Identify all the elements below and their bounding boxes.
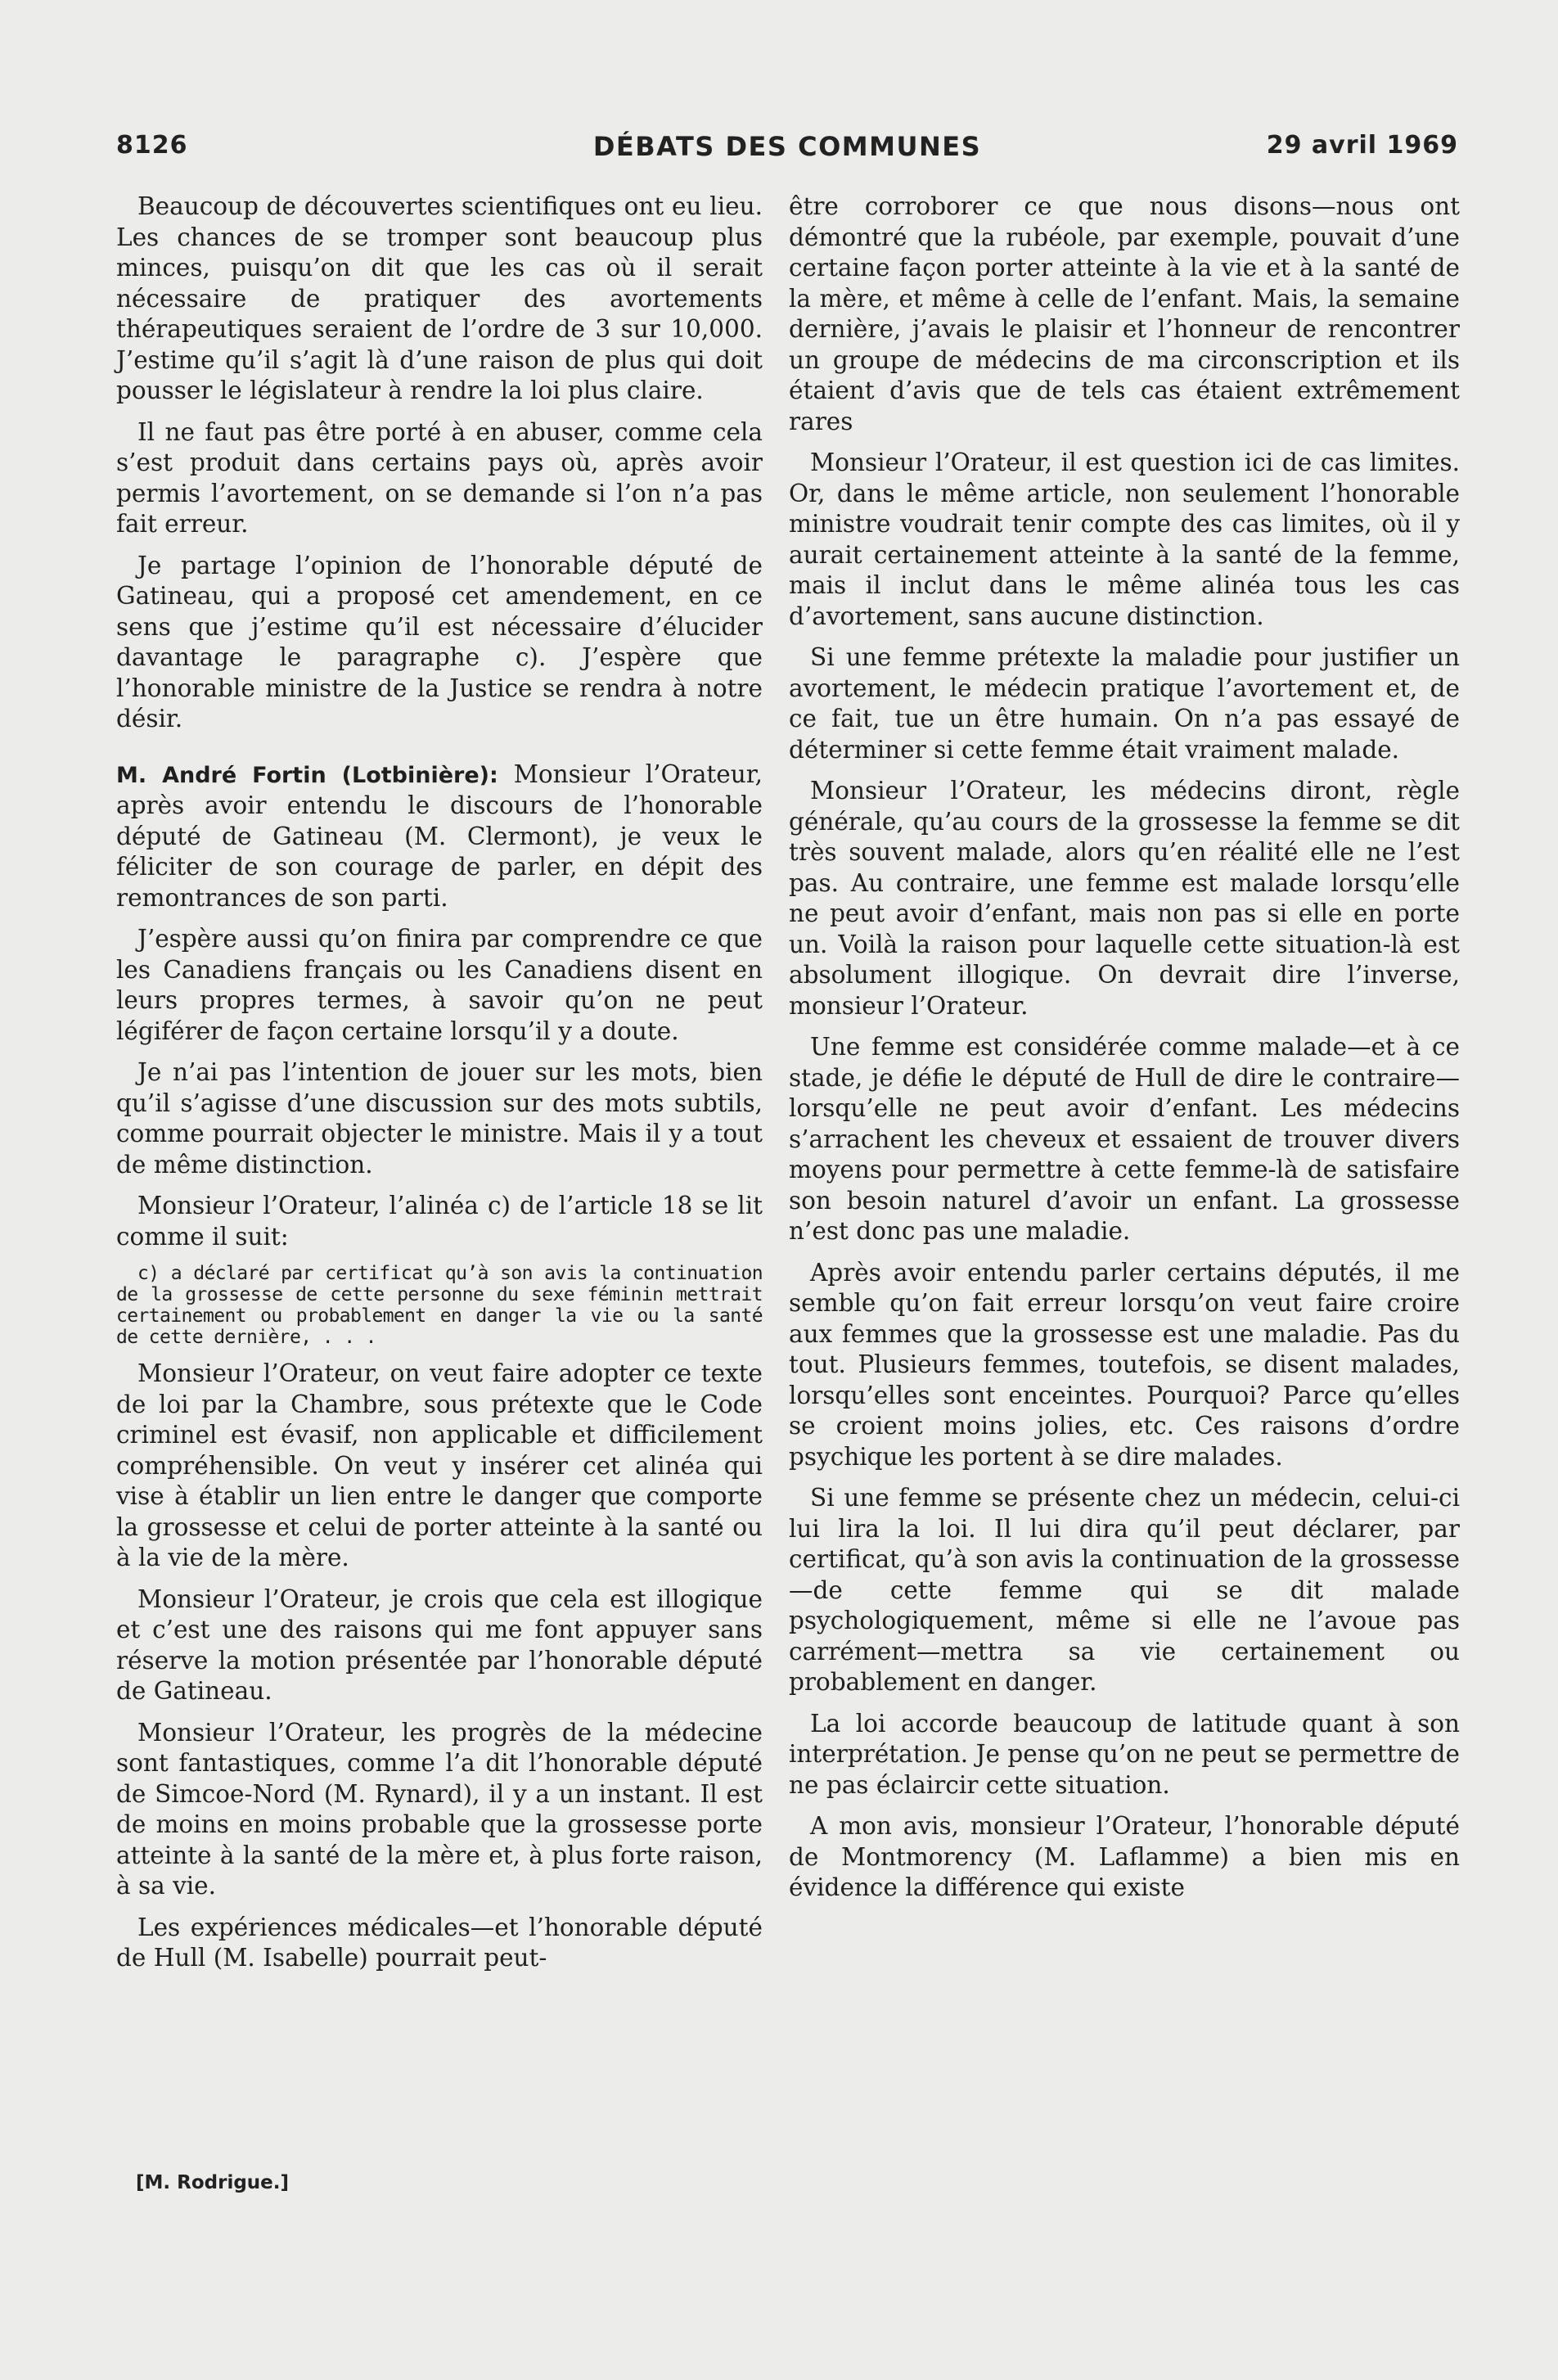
- paragraph: La loi accorde beaucoup de latitude quant à son interprétation. Je pense qu’on ne peut se permettre de ne pas éclaircir cette situation.: [789, 1709, 1460, 1799]
- paragraph: Après avoir entendu parler certains députés, il me semble qu’on fait erreur lorsqu’on veut faire croire aux femmes que la grossesse est une maladie. Pas du tout. Plusieurs femmes, toutefois, se disent malades, lorsqu’elles sont enceintes. Pourquoi? Parce qu’elles se croient moins jolies, etc. Ces raisons d’ordre psychique les portent à se dire malades.: [789, 1258, 1460, 1471]
- right-column: [789, 192, 1460, 1914]
- page-date: 29 avril 1969: [1266, 131, 1458, 160]
- paragraph: Les expériences médicales—et l’honorable député de Hull (M. Isabelle) pourrait peut-: [116, 1913, 763, 1972]
- speech-text: Monsieur l’Orateur, après avoir entendu le discours de l’honorable député de Gatineau (M. Clermont), je veux le féliciter de son courage de parler, en dépit des remontrances de son parti.: [116, 760, 763, 912]
- speech-paragraph: [116, 760, 763, 914]
- paragraph: Si une femme se présente chez un médecin, celui-ci lui lira la loi. Il lui dira qu’il peut déclarer, par certificat, qu’à son avis la continuation de la grossesse—de cette femme qui se dit malade psychologiquement, même si elle ne l’avoue pas carrément—mettra sa vie certainement ou probablement en danger.: [789, 1484, 1460, 1696]
- paragraph: Monsieur l’Orateur, l’alinéa c) de l’article 18 se lit comme il suit:: [116, 1192, 763, 1251]
- paragraph: Je partage l’opinion de l’honorable député de Gatineau, qui a proposé cet amendement, en ce sens que j’estime qu’il est nécessaire d’élucider davantage le paragraphe c). J’espère que l’honorable ministre de la Justice se rendra à notre désir.: [116, 551, 763, 732]
- paragraph: Il ne faut pas être porté à en abuser, comme cela s’est produit dans certains pays où, après avoir permis l’avortement, on se demande si l’on n’a pas fait erreur.: [116, 417, 763, 538]
- left-column: [116, 192, 763, 1985]
- paragraph: Monsieur l’Orateur, les médecins diront, règle générale, qu’au cours de la grossesse la femme se dit très souvent malade, alors qu’en réalité elle ne l’est pas. Au contraire, une femme est malade lorsqu’elle ne peut avoir d’enfant, mais non pas si elle en porte un. Voilà la raison pour laquelle cette situation-là est absolument illogique. On devrait dire l’inverse, monsieur l’Orateur.: [789, 777, 1460, 1020]
- paragraph: Monsieur l’Orateur, les progrès de la médecine sont fantastiques, comme l’a dit l’honorable député de Simcoe-Nord (M. Rynard), il y a un instant. Il est de moins en moins probable que la grossesse porte atteinte à la santé de la mère et, à plus forte raison, à sa vie.: [116, 1718, 763, 1900]
- publication-title: DÉBATS DES COMMUNES: [592, 131, 982, 162]
- paragraph: Monsieur l’Orateur, je crois que cela est illogique et c’est une des raisons qui me font appuyer sans réserve la motion présentée par l’honorable député de Gatineau.: [116, 1584, 763, 1705]
- paragraph: Une femme est considérée comme malade—et à ce stade, je défie le député de Hull de dire le contraire—lorsqu’elle ne peut avoir d’enfant. Les médecins s’arrachent les cheveux et essaient de trouver divers moyens pour permettre à cette femme-là de satisfaire son besoin naturel d’avoir un enfant. La grossesse n’est donc pas une maladie.: [789, 1033, 1460, 1245]
- paragraph: A mon avis, monsieur l’Orateur, l’honorable député de Montmorency (M. Laflamme) a bien mis en évidence la différence qui existe: [789, 1812, 1460, 1901]
- paragraph: Monsieur l’Orateur, il est question ici de cas limites. Or, dans le même article, non seulement l’honorable ministre voudrait tenir compte des cas limites, où il y aurait certainement atteinte à la santé de la femme, mais il inclut dans le même alinéa tous les cas d’avortement, sans aucune distinction.: [789, 449, 1460, 630]
- paragraph: J’espère aussi qu’on finira par comprendre ce que les Canadiens français ou les Canadiens disent en leurs propres termes, à savoir qu’on ne peut légiférer de façon certaine lorsqu’il y a doute.: [116, 925, 763, 1045]
- speaker-name: M. André Fortin (Lotbinière):: [116, 762, 498, 788]
- page-number: 8126: [116, 131, 188, 160]
- quoted-clause: c) a déclaré par certificat qu’à son avis la continuation de la grossesse de cette personne du sexe féminin mettrait certainement ou probablement en danger la vie ou la santé de cette dernière, . . .: [116, 1263, 763, 1348]
- paragraph: Beaucoup de découvertes scientifiques ont eu lieu. Les chances de se tromper sont beaucoup plus minces, puisqu’on dit que les cas où il serait nécessaire de pratiquer des avortements thérapeutiques seraient de l’ordre de 3 sur 10,000. J’estime qu’il s’agit là d’une raison de plus qui doit pousser le législateur à rendre la loi plus claire.: [116, 192, 763, 404]
- paragraph: être corroborer ce que nous disons—nous ont démontré que la rubéole, par exemple, pouvait d’une certaine façon porter atteinte à la vie et à la santé de la mère, et même à celle de l’enfant. Mais, la semaine dernière, j’avais le plaisir et l’honneur de rencontrer un groupe de médecins de ma circonscription et ils étaient d’avis que de tels cas étaient extrêmement rares: [789, 192, 1460, 435]
- paragraph: Monsieur l’Orateur, on veut faire adopter ce texte de loi par la Chambre, sous prétexte que le Code criminel est évasif, non applicable et difficilement compréhensible. On veut y insérer cet alinéa qui vise à établir un lien entre le danger que comporte la grossesse et celui de porter atteinte à la santé ou à la vie de la mère.: [116, 1359, 763, 1571]
- page-header: [116, 131, 1458, 167]
- speaker-footnote: [M. Rodrigue.]: [136, 2172, 290, 2193]
- paragraph: Je n’ai pas l’intention de jouer sur les mots, bien qu’il s’agisse d’une discussion sur des mots subtils, comme pourrait objecter le ministre. Mais il y a tout de même distinction.: [116, 1058, 763, 1179]
- paragraph: Si une femme prétexte la maladie pour justifier un avortement, le médecin pratique l’avortement et, de ce fait, tue un être humain. On n’a pas essayé de déterminer si cette femme était vraiment malade.: [789, 643, 1460, 764]
